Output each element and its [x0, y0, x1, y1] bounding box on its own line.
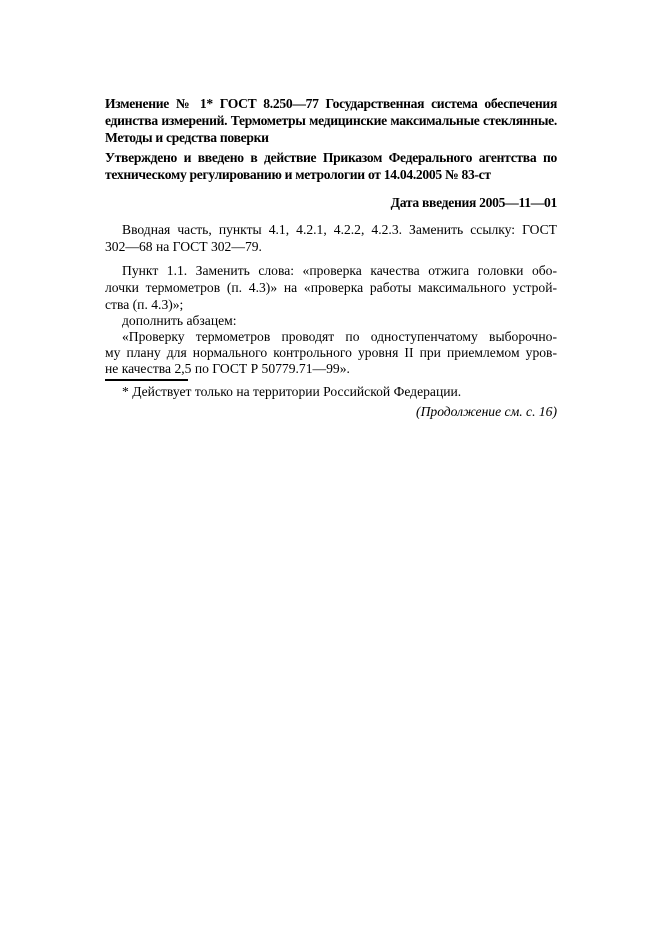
- effective-date: Дата введения 2005—11—01: [390, 195, 557, 210]
- paragraph-4-line-1: «Проверку термометров проводят по одноступенчатому выборочно-: [122, 329, 557, 344]
- title-line-3: Методы и средства поверки: [105, 130, 269, 145]
- paragraph-1-line-2: 302—68 на ГОСТ 302—79.: [105, 239, 262, 254]
- paragraph-2-line-1: Пункт 1.1. Заменить слова: «проверка качества отжига головки обо-: [122, 263, 557, 278]
- title-line-2: единства измерений. Термометры медицинские максимальные стеклянные.: [105, 113, 557, 128]
- paragraph-2-line-3: ства (п. 4.3)»;: [105, 297, 184, 312]
- continuation-note: (Продолжение см. с. 16): [416, 404, 557, 419]
- footnote: * Действует только на территории Российской Федерации.: [122, 384, 462, 399]
- approval-line-2: техническому регулированию и метрологии от 14.04.2005 № 83-ст: [105, 167, 491, 182]
- title-line-1: Изменение № 1* ГОСТ 8.250—77 Государственная система обеспечения: [105, 96, 557, 111]
- paragraph-4-line-2: му плану для нормального контрольного уровня II при приемлемом уров-: [105, 345, 557, 360]
- paragraph-1-line-1: Вводная часть, пункты 4.1, 4.2.1, 4.2.2, 4.2.3. Заменить ссылку: ГОСТ: [122, 222, 557, 237]
- footnote-divider: [105, 379, 188, 381]
- paragraph-3: дополнить абзацем:: [122, 313, 237, 328]
- approval-line-1: Утверждено и введено в действие Приказом Федерального агентства по: [105, 150, 557, 165]
- paragraph-2-line-2: лочки термометров (п. 4.3)» на «проверка работы максимального устрой-: [105, 280, 557, 295]
- paragraph-4-line-3: не качества 2,5 по ГОСТ Р 50779.71—99».: [105, 361, 350, 376]
